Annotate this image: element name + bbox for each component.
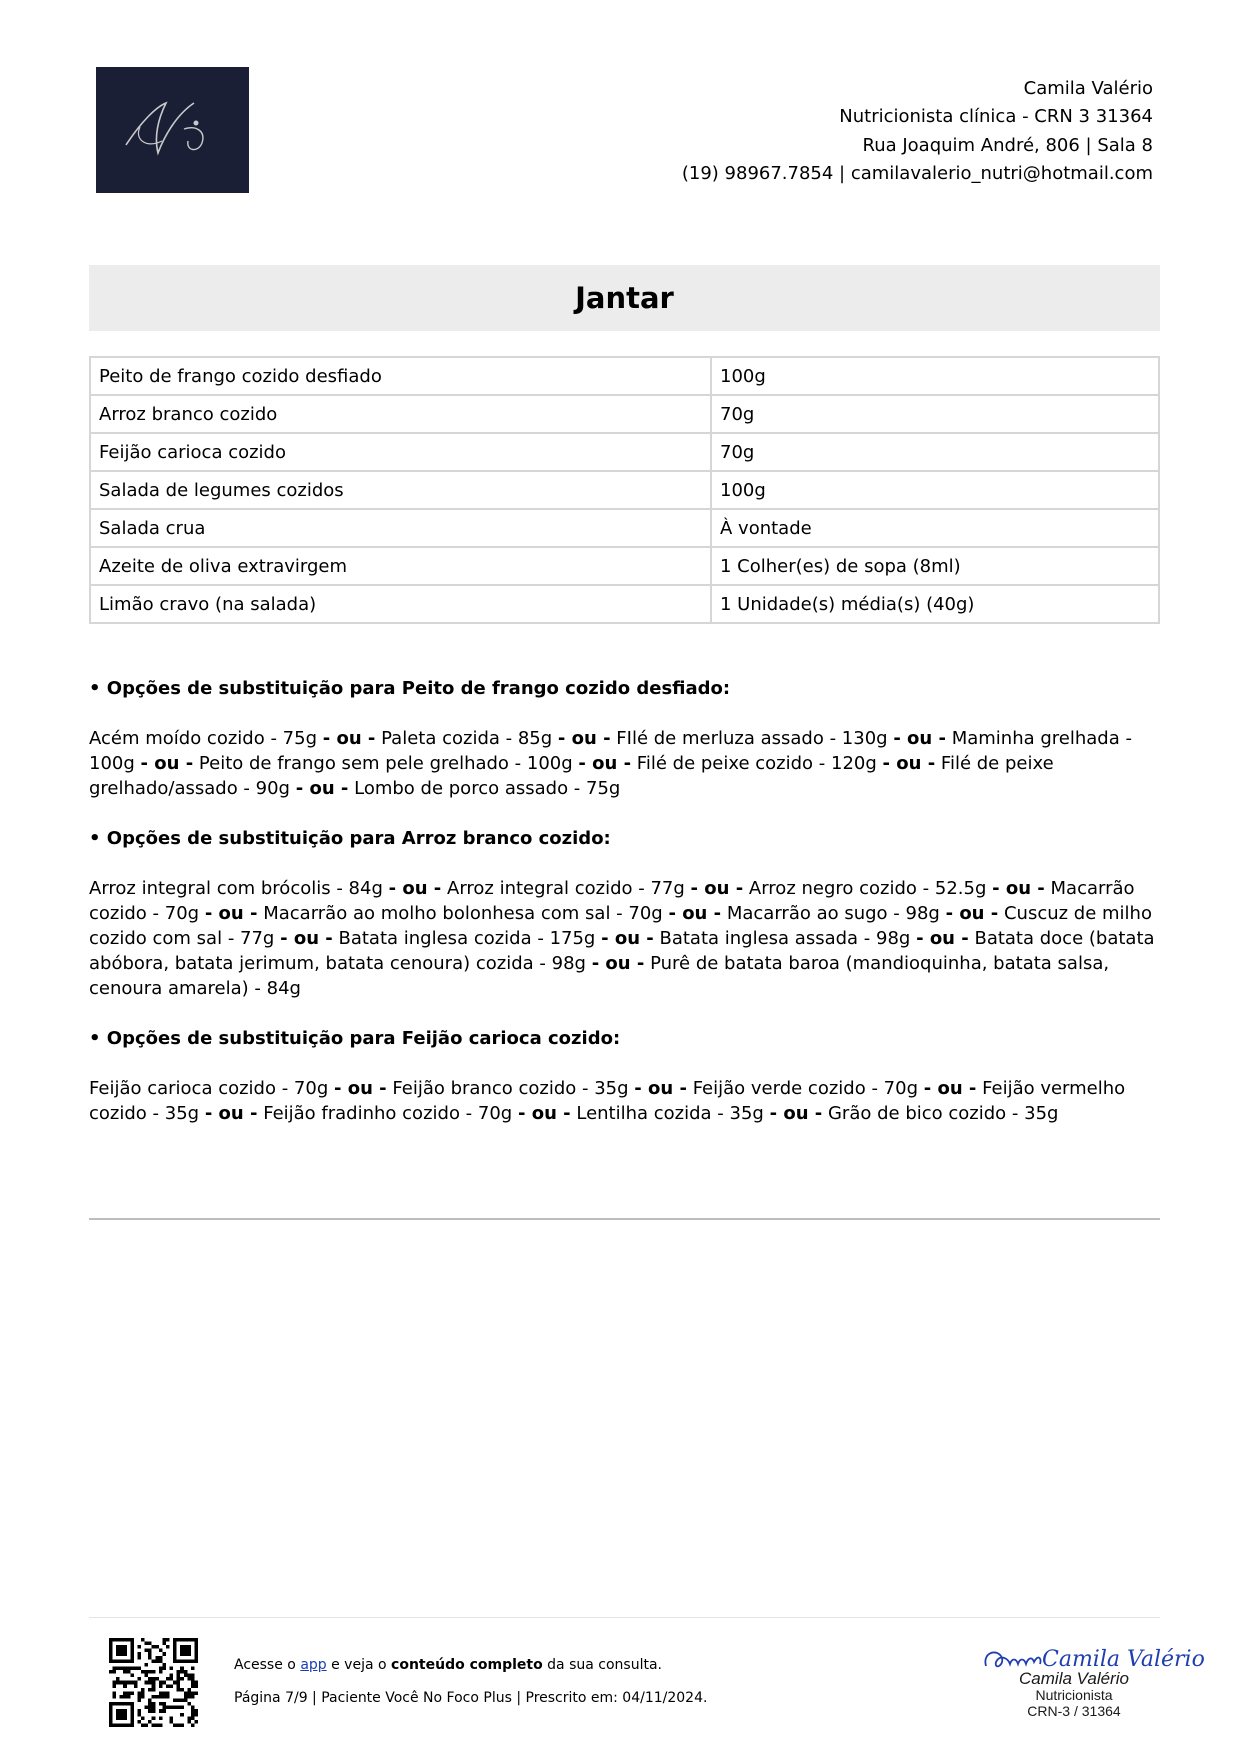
signature-crn: CRN-3 / 31364 [1027, 1703, 1121, 1719]
nutritionist-info [682, 75, 1153, 188]
section-divider [89, 1218, 1160, 1220]
app-link[interactable]: app [300, 1657, 327, 1673]
substitution-option: Macarrão cozido - 70g [89, 878, 1135, 924]
or-separator: - ou - [769, 1103, 823, 1124]
qr-code[interactable] [109, 1638, 198, 1727]
signature-name: Camila Valério [1019, 1669, 1129, 1688]
quantity-cell: 70g [711, 433, 1159, 471]
or-separator: - ou - [690, 878, 744, 899]
meal-title: Jantar [575, 281, 674, 315]
quantity-cell: 100g [711, 471, 1159, 509]
footer-text [234, 1655, 707, 1708]
footer-app-line [234, 1655, 707, 1675]
food-cell: Salada crua [90, 509, 711, 547]
substitution-option: Maminha grelhada - 100g [89, 728, 1132, 774]
substitution-option: Macarrão ao molho bolonhesa com sal - 70g [263, 903, 663, 924]
or-separator: - ou - [992, 878, 1045, 899]
substitution-heading: • Opções de substituição para Arroz branco cozido: [89, 828, 611, 849]
substitution-option: FIlé de merluza assado - 130g [616, 728, 888, 749]
or-separator: - ou - [322, 728, 376, 749]
or-separator: - ou - [578, 753, 632, 774]
or-separator: - ou - [601, 928, 654, 949]
table-row [90, 585, 1159, 623]
footer-text-suffix: da sua consulta. [542, 1657, 662, 1673]
substitution-option: Batata doce (batata abóbora, batata jerimum, batata cenoura) cozida - 98g [89, 928, 1155, 974]
or-separator: - ou - [517, 1103, 571, 1124]
substitution-list [89, 876, 1160, 1001]
or-separator: - ou - [591, 953, 645, 974]
quantity-cell: 100g [711, 357, 1159, 395]
substitution-option: Paleta cozida - 85g [381, 728, 553, 749]
substitution-option: Peito de frango sem pele grelhado - 100g [198, 753, 573, 774]
substitution-options [89, 676, 1160, 1151]
food-cell: Azeite de oliva extravirgem [90, 547, 711, 585]
food-cell: Arroz branco cozido [90, 395, 711, 433]
quantity-cell: 1 Unidade(s) média(s) (40g) [711, 585, 1159, 623]
table-row [90, 395, 1159, 433]
signature-role: Nutricionista [1035, 1687, 1113, 1703]
substitution-option: Batata inglesa assada - 98g [659, 928, 911, 949]
nutritionist-contact: (19) 98967.7854 | camilavalerio_nutri@hotmail.com [681, 162, 1153, 184]
or-separator: - ou - [882, 753, 936, 774]
meal-title-bar [89, 265, 1160, 331]
page-info: Página 7/9 | Paciente Você No Foco Plus | Prescrito em: 04/11/2024. [234, 1690, 708, 1706]
or-separator: - ou - [945, 903, 999, 924]
table-row [90, 471, 1159, 509]
footer-text-middle: e veja o [326, 1657, 392, 1673]
substitution-option: Filé de peixe cozido - 120g [636, 753, 877, 774]
signature-script: Camila Valério [1042, 1647, 1205, 1672]
signature-image [980, 1636, 1205, 1722]
substitution-option: Arroz integral cozido - 77g [447, 878, 685, 899]
or-separator: - ou - [916, 928, 969, 949]
or-separator: - ou - [893, 728, 946, 749]
table-row [90, 433, 1159, 471]
or-separator: - ou - [295, 778, 349, 799]
substitution-option: Feijão branco cozido - 35g [392, 1078, 629, 1099]
substitution-option: Lentilha cozida - 35g [576, 1103, 764, 1124]
or-separator: - ou - [140, 753, 194, 774]
or-separator: - ou - [204, 903, 258, 924]
or-separator: - ou - [388, 878, 442, 899]
substitution-list [89, 726, 1160, 801]
substitution-option: Filé de peixe grelhado/assado - 90g [89, 753, 1054, 799]
or-separator: - ou - [668, 903, 722, 924]
or-separator: - ou - [204, 1103, 258, 1124]
substitution-list [89, 1076, 1160, 1126]
footer-divider [89, 1617, 1160, 1618]
substitution-option: Feijão carioca cozido - 70g [89, 1078, 329, 1099]
substitution-option: Feijão verde cozido - 70g [692, 1078, 918, 1099]
substitution-option: Macarrão ao sugo - 98g [726, 903, 940, 924]
footer-text-bold: conteúdo completo [391, 1657, 543, 1673]
food-cell: Feijão carioca cozido [90, 433, 711, 471]
nutritionist-address: Rua Joaquim André, 806 | Sala 8 [862, 134, 1153, 156]
table-row [90, 357, 1159, 395]
food-cell: Peito de frango cozido desfiado [90, 357, 711, 395]
food-cell: Salada de legumes cozidos [90, 471, 711, 509]
quantity-cell: À vontade [711, 509, 1159, 547]
table-row [90, 509, 1159, 547]
qr-code-icon [109, 1638, 198, 1727]
logo [96, 67, 249, 193]
or-separator: - ou - [634, 1078, 687, 1099]
or-separator: - ou - [557, 728, 611, 749]
substitution-option: Arroz integral com brócolis - 84g [89, 878, 383, 899]
or-separator: - ou - [923, 1078, 977, 1099]
substitution-option: Feijão fradinho cozido - 70g [263, 1103, 513, 1124]
substitution-option: Acém moído cozido - 75g [89, 728, 317, 749]
footer-text-prefix: Acesse o [234, 1657, 301, 1673]
substitution-heading: • Opções de substituição para Peito de frango cozido desfiado: [89, 678, 731, 699]
food-cell: Limão cravo (na salada) [90, 585, 711, 623]
table-row [90, 547, 1159, 585]
cv-monogram-logo-icon [96, 67, 249, 193]
nutritionist-name: Camila Valério [1023, 78, 1153, 99]
substitution-option: Arroz negro cozido - 52.5g [748, 878, 987, 899]
quantity-cell: 70g [711, 395, 1159, 433]
substitution-option: Purê de batata baroa (mandioquinha, batata salsa, cenoura amarela) - 84g [89, 953, 1110, 999]
or-separator: - ou - [280, 928, 333, 949]
substitution-option: Cuscuz de milho cozido com sal - 77g [89, 903, 1152, 949]
nutritionist-title: Nutricionista clínica - CRN 3 31364 [839, 106, 1153, 128]
substitution-option: Lombo de porco assado - 75g [354, 778, 621, 799]
substitution-option: Grão de bico cozido - 35g [827, 1103, 1059, 1124]
quantity-cell: 1 Colher(es) de sopa (8ml) [711, 547, 1159, 585]
substitution-option: Feijão vermelho cozido - 35g [89, 1078, 1126, 1124]
substitution-option: Batata inglesa cozida - 175g [338, 928, 596, 949]
meal-table [89, 356, 1160, 624]
signature-stamp [980, 1636, 1205, 1722]
or-separator: - ou - [334, 1078, 387, 1099]
substitution-heading: • Opções de substituição para Feijão carioca cozido: [89, 1028, 621, 1049]
